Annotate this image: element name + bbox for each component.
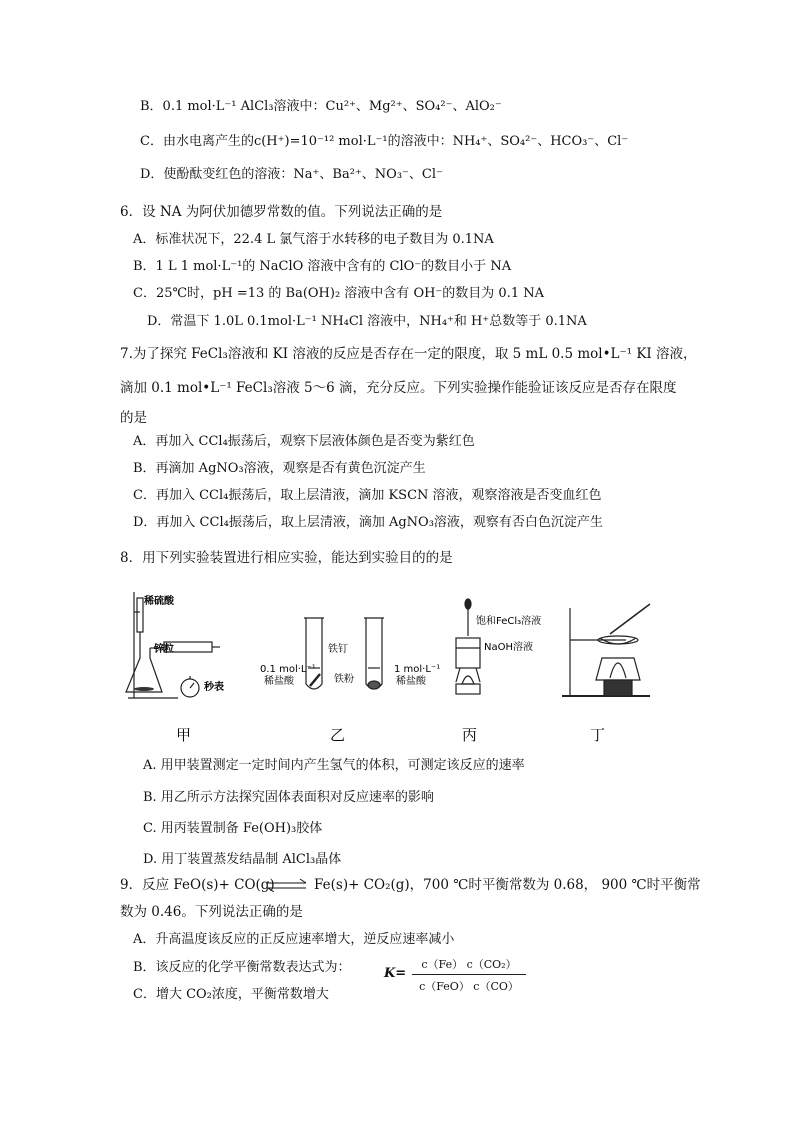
apparatus-drawing [120,588,680,748]
bing-flame [462,676,474,684]
jia-zinc-particles [134,687,154,691]
equilibrium-constant-formula [384,956,524,996]
jia-acid-label: 稀硫酸 [144,596,174,607]
ding-glass-rod [610,604,650,634]
bing-dropper-bulb [465,599,471,609]
jia-watch-label: 秒表 [204,682,224,693]
bing-lamp [456,684,480,694]
q7-option-c: C．再加入 CCl₄振荡后，取上层清液，滴加 KSCN 溶液，观察溶液是否变血红色 [133,488,602,503]
caption-ding: 丁 [590,726,606,744]
yi-right-conc-label: 1 mol·L⁻¹ [394,664,441,675]
ding-lamp [596,658,640,680]
q9-option-c: C．增大 CO₂浓度，平衡常数增大 [133,987,329,1002]
q8-option-c: C. 用丙装置制备 Fe(OH)₃胶体 [143,821,323,836]
q6-option-c: C．25℃时，pH =13 的 Ba(OH)₂ 溶液中含有 OH⁻的数目为 0.1 NA [133,286,544,301]
apparatus-bing [456,599,480,694]
bing-tripod [456,668,480,682]
caption-yi: 乙 [330,726,346,744]
apparatus-ding [562,604,650,696]
q7-stem-line2: 滴加 0.1 mol•L⁻¹ FeCl₃溶液 5～6 滴，充分反应。下列实验操作能验证该反应是否存在限度 [120,380,677,396]
q6-option-d: D．常温下 1.0L 0.1mol·L⁻¹ NH₄Cl 溶液中，NH₄⁺和 H⁺总数等于 0.1NA [147,314,587,329]
apparatus-figure [120,588,680,748]
ding-lamp-base [604,680,632,696]
caption-bing: 丙 [462,726,478,744]
yi-tube-left [306,618,322,689]
q8-option-a: A. 用甲装置测定一定时间内产生氢气的体积，可测定该反应的速率 [143,758,525,773]
jia-stopwatch-hand [190,683,194,688]
q9-stem-part2: Fe(s)+ CO₂(g)，700 ℃时平衡常数为 0.68， 900 ℃时平衡常 [314,877,701,893]
yi-tube-right [366,618,382,689]
q7-option-b: B．再滴加 AgNO₃溶液，观察是否有黄色沉淀产生 [133,461,426,476]
q7-stem-line3: 的是 [120,410,147,426]
q6-stem: 6．设 NA 为阿伏加德罗常数的值。下列说法正确的是 [120,204,443,220]
yi-left-conc-label: 0.1 mol·L⁻¹ [260,664,316,675]
formula-denominator: c（FeO） c（CO） [419,980,519,993]
q7-option-a: A．再加入 CCl₄振荡后，观察下层液体颜色是否变为紫红色 [133,434,475,449]
bing-fecl3-label: 饱和FeCl₃溶液 [476,616,542,627]
yi-iron-powder [368,681,380,689]
q6-option-a: A．标准状况下，22.4 L 氯气溶于水转移的电子数目为 0.1NA [133,232,494,247]
q9-option-a: A．升高温度该反应的正反应速率增大，逆反应速率减小 [133,932,455,947]
bing-naoh-label: NaOH溶液 [484,642,533,653]
q8-stem: 8．用下列实验装置进行相应实验，能达到实验目的的是 [120,550,453,566]
q6-option-b: B．1 L 1 mol·L⁻¹的 NaClO 溶液中含有的 ClO⁻的数目小于 NA [133,259,512,274]
q9-option-b: B．该反应的化学平衡常数表达式为： [133,960,351,975]
caption-jia: 甲 [176,726,192,744]
q8-option-d: D. 用丁装置蒸发结晶制 AlCl₃晶体 [143,852,342,867]
q7-option-d: D．再加入 CCl₄振荡后，取上层清液，滴加 AgNO₃溶液，观察有否白色沉淀产生 [133,515,603,530]
q5-option-c: C．由水电离产生的c(H⁺)=10⁻¹² mol·L⁻¹的溶液中：NH₄⁺、SO₄²⁻、HCO₃⁻、Cl⁻ [140,134,629,149]
yi-left-acid-label: 稀盐酸 [264,676,294,687]
q9-stem-part1: 9．反应 FeO(s)+ CO(g) [120,877,275,893]
ding-flame [610,663,626,678]
q5-option-b: B．0.1 mol·L⁻¹ AlCl₃溶液中：Cu²⁺、Mg²⁺、SO₄²⁻、AlO₂⁻ [140,99,502,114]
yi-right-acid-label: 稀盐酸 [396,676,426,687]
yi-powder-label: 铁粉 [334,674,354,685]
jia-flask [126,632,162,692]
formula-numerator: c（Fe） c（CO₂） [421,958,517,971]
jia-zinc-label: 锌粒 [154,644,174,655]
formula-fraction-bar [412,974,526,975]
q9-stem-line2: 数为 0.46。下列说法正确的是 [120,904,303,920]
yi-nail [310,674,320,686]
q8-option-b: B. 用乙所示方法探究固体表面积对反应速率的影响 [143,790,434,805]
equilibrium-arrow-icon [266,878,310,892]
jia-funnel-tube [137,598,143,632]
yi-nail-label: 铁钉 [328,644,348,655]
bing-beaker [456,638,480,668]
q5-option-d: D．使酚酞变红色的溶液：Na⁺、Ba²⁺、NO₃⁻、Cl⁻ [140,167,443,182]
q7-stem-line1: 7.为了探究 FeCl₃溶液和 KI 溶液的反应是否存在一定的限度，取 5 mL 0.5 mol•L⁻¹ KI 溶液， [120,346,697,362]
formula-k: K= [384,966,407,981]
